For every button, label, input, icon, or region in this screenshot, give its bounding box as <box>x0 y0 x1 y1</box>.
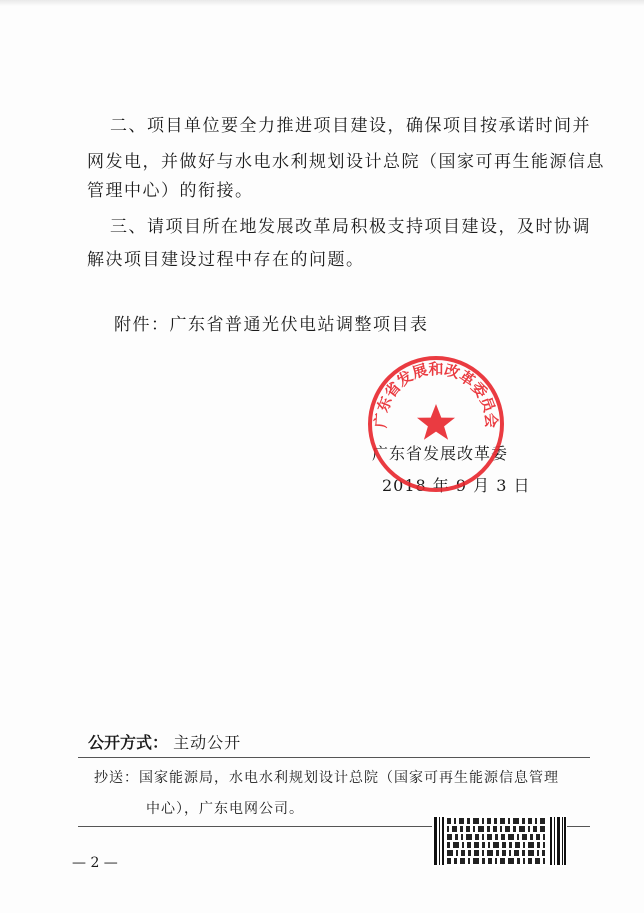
page-number: — 2 — <box>72 855 118 871</box>
cc-line-2: 中心），广东电网公司。 <box>146 801 304 817</box>
cc-line-1: 抄送：国家能源局，水电水利规划设计总院（国家可再生能源信息管理 <box>94 770 559 786</box>
seal-star <box>417 404 455 440</box>
disclosure-line <box>88 730 241 753</box>
footer-rule-top <box>78 757 590 758</box>
pdf417-barcode <box>432 815 567 867</box>
disclosure-label: 公开方式： <box>88 733 169 752</box>
seal-text: 广东省发展和改革委员会 <box>371 360 501 429</box>
attachment-line: 附件：广东省普通光伏电站调整项目表 <box>114 315 429 335</box>
issuing-organization: 广东省发展改革委 <box>372 444 509 463</box>
issue-date: 2018 年 9 月 3 日 <box>382 476 531 495</box>
official-seal <box>366 354 509 494</box>
paragraph-2-line-2: 网发电，并做好与水电水利规划设计总院（国家可再生能源信息 <box>87 152 605 172</box>
paragraph-2-line-3: 管理中心）的衔接。 <box>87 181 254 201</box>
paragraph-2-line-1: 二、项目单位要全力推进项目建设，确保项目按承诺时间并 <box>110 116 591 136</box>
paragraph-3-line-2: 解决项目建设过程中存在的问题。 <box>87 250 365 270</box>
paragraph-3-line-1: 三、请项目所在地发展改革局积极支持项目建设，及时协调 <box>110 217 591 237</box>
disclosure-value: 主动公开 <box>173 733 242 752</box>
scan-edge-shadow <box>0 0 644 6</box>
